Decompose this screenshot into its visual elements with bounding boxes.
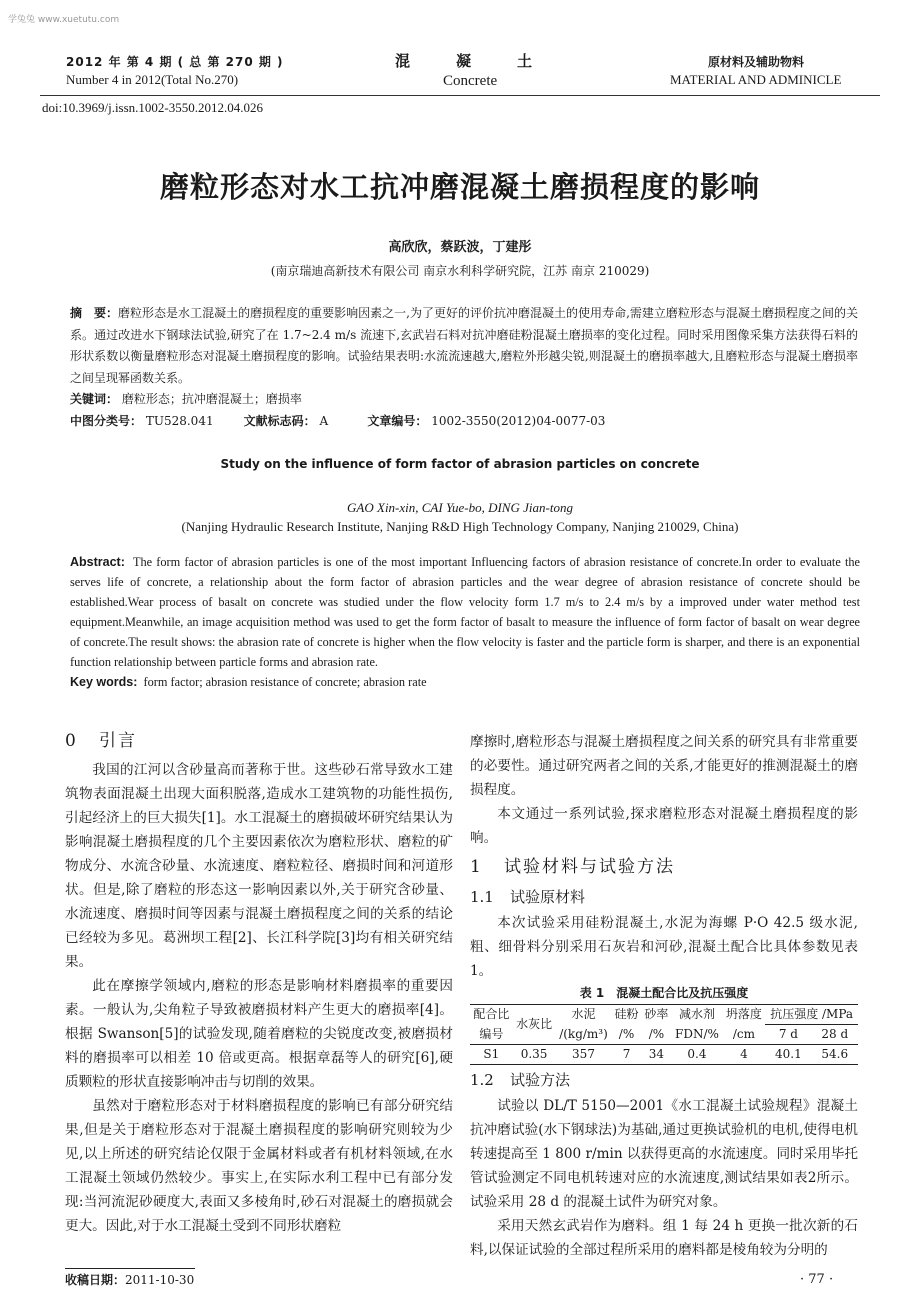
section-cn: 原材料及辅助物料 [708,55,805,69]
doc-code-value: A [319,413,329,428]
page-number: · 77 · [800,1272,834,1287]
section-title: 引言 [99,731,137,751]
affiliation-en: (Nanjing Hydraulic Research Institute, Nanjing R&D High Technology Company, Nanjing 210029, China) [181,519,739,534]
doi: doi:10.3969/j.issn.1002-3550.2012.04.026 [42,100,264,115]
paragraph: 本文通过一系列试验,探求磨粒形态对混凝土磨损程度的影响。 [470,806,858,846]
classification-row [70,411,858,433]
affiliation-cn: (南京瑞迪高新技术有限公司 南京水利科学研究院，江苏 南京 210029) [270,264,650,278]
received-value: 2011-10-30 [125,1273,195,1287]
abstract-en-label: Abstract: [70,555,125,569]
table-header: 7 d [778,1027,798,1041]
keywords-cn-text: 磨粒形态；抗冲磨混凝土；磨损率 [121,392,302,406]
paragraph: 摩擦时,磨粒形态与混凝土磨损程度之间关系的研究具有非常重要的必要性。通过研究两者之间的关系,才能更好的推测混凝土的磨损程度。 [470,734,858,798]
paragraph: 本次试验采用硅粉混凝土,水泥为海螺 P·O 42.5 级水泥,粗、细骨料分别采用石灰岩和河砂,混凝土配合比具体参数见表 1。 [470,915,858,979]
mix-proportion-table [470,1004,858,1065]
header-rule [40,95,880,96]
issue-cn: 2012 年 第 4 期 ( 总 第 270 期 ) [66,55,284,69]
section-number: 1.1 [470,888,494,906]
table-header: /% [648,1026,665,1041]
table-header: 坍落度 [725,1007,762,1022]
table-cell: 7 [622,1047,631,1061]
journal-cn: 混凝土 [395,52,579,70]
table-header: 水泥 [571,1007,596,1022]
article-no-value: 1002-3550(2012)04-0077-03 [431,413,606,428]
table-header: 配合比 [473,1007,510,1022]
table-header: 硅粉 [614,1007,639,1022]
article-no-label: 文章编号： [367,413,428,428]
clc-label: 中图分类号： [70,413,143,428]
keywords-cn-label: 关键词： [70,392,119,406]
abstract-cn-label: 摘 要： [70,306,119,320]
table-header: 水灰比 [516,1017,553,1031]
table-cell: 357 [572,1047,595,1061]
keywords-en-text: form factor; abrasion resistance of concrete; abrasion rate [143,675,427,689]
table-cell: 0.35 [520,1047,548,1061]
section-0-heading [65,724,453,758]
journal-en: Concrete [443,73,498,89]
section-1-2-heading [470,1067,858,1094]
section-title: 试验方法 [510,1071,571,1089]
paragraph: 试验以 DL/T 5150—2001《水工混凝土试验规程》混凝土抗冲磨试验(水下钢球法)为基础,通过更换试验机的电机,使得电机转速提高至 1 800 r/min 以获得更高的水流速度。同时采用毕托管试验测定不同电机转速对应的水流速度,测试结果如表2所示。试验采用 28 d 的混凝土试件为研究对象。 [470,1098,859,1210]
paragraph: 我国的江河以含砂量高而著称于世。这些砂石常导致水工建筑物表面混凝土出现大面积脱落,造成水工建筑物的功能性损伤,引起经济上的巨大损失[1]。水工混凝土的磨损破坏研究结果认为影响混凝土磨损程度的几个主要因素依次为磨粒形状、磨粒的矿物成分、水流含砂量、水流速度、磨粒粒径、磨损时间和河道形状。但是,除了磨粒的形态这一影响因素以外,关于研究含砂量、水流速度、磨损时间等因素与混凝土磨损程度之间的关系的结论已经较为多见。葛洲坝工程[2]、长江科学院[3]均有相关研究结果。 [65,762,453,970]
paragraph: 采用天然玄武岩作为磨料。组 1 每 24 h 更换一批次新的石料,以保证试验的全部过程所采用的磨料都是棱角较为分明的 [470,1218,858,1258]
clc-value: TU528.041 [145,413,214,428]
abstract-en [70,552,860,692]
table-caption: 表 1 混凝土配合比及抗压强度 [579,986,749,1000]
section-number: 1 [470,857,483,877]
authors-en: GAO Xin-xin, CAI Yue-bo, DING Jian-tong [347,500,573,515]
section-title: 试验材料与试验方法 [504,857,675,877]
abstract-cn-text: 磨粒形态是水工混凝土的磨损程度的重要影响因素之一,为了更好的评价抗冲磨混凝土的使用寿命,需建立磨粒形态与混凝土磨损程度之间的关系。通过改进水下钢球法试验,研究了在 1.7~2.4 m/s 流速下,玄武岩石料对抗冲磨硅粉混凝土磨损率的变化过程。同时采用图像采集方法获得石料的形状系数以衡量磨粒形态对混凝土磨损程度的影响。试验结果表明:水流流速越大,磨粒外形越尖锐,则混凝土的磨损率越大,且磨粒形态与混凝土磨损率之间呈现幂函数关系。 [70,306,858,385]
keywords-cn [70,389,858,411]
section-1-1-heading [470,884,858,911]
abstract-en-text: The form factor of abrasion particles is one of the most important Influencing factors of abrasion resistance of concrete.In order to evaluate the serves life of concrete, a relationship about the form factor of abrasion particles and the wear degree of abrasion resistance of concrete should be established.Wear process of basalt on concrete was studied under the flow velocity form 1.7 m/s to 2.4 m/s by a improved under water method test equipment.Meanwhile, an image acquisition method was used to get the form factor of basalt to measure the influence of form factor of basalt on wear degree of concrete.The result shows: the abrasion rate of concrete is higher when the flow velocity is faster and the particle form is sharper, and there is an exponential function relationship between particle forms and abrasion rate. [70,555,860,669]
table-header-row [470,1005,858,1025]
section-en: MATERIAL AND ADMINICLE [670,72,842,87]
table-row [470,1045,858,1065]
right-column [470,730,858,1262]
received-date [65,1272,194,1288]
table-header: /% [618,1026,635,1041]
table-cell: 0.4 [687,1047,707,1061]
issue-en: Number 4 in 2012(Total No.270) [66,72,239,87]
table-header: 减水剂 [678,1007,715,1022]
table-cell: 40.1 [775,1047,802,1061]
table-header: 28 d [821,1027,849,1041]
abstract-cn [70,303,858,432]
keywords-en [70,672,860,692]
section-number: 0 [65,731,78,751]
page-title: 磨粒形态对水工抗冲磨混凝土磨损程度的影响 [159,170,760,204]
table-cell: 4 [740,1047,748,1061]
table-header: 砂率 [644,1007,669,1022]
paragraph: 此在摩擦学领域内,磨粒的形态是影响材料磨损率的重要因素。一般认为,尖角粒子导致被磨损材料产生更大的磨损率[4]。根据 Swanson[5]的试验发现,随着磨粒的尖锐度改变,被磨损材料的磨损率可以相差 10 倍或更高。根据章磊等人的研究[6],硬质颗粒的形状直接影响冲击与切削的效果。 [65,978,453,1090]
watermark: 学兔兔 www.xuetutu.com [8,15,120,25]
paragraph: 虽然对于磨粒形态对于材料磨损程度的影响已有部分研究结果,但是关于磨粒形态对于混凝土磨损程度的影响研究则较为少见,以上所述的研究结论仅限于金属材料或者有机材料领域,在水工混凝土领域仍然较少。事实上,在实际水利工程中已有部分发现:当河流泥砂硬度大,表面又多棱角时,砂石对混凝土的磨损就会更大。因此,对于水工混凝土受到不同形状磨粒 [65,1098,453,1234]
section-title: 试验原材料 [510,888,586,906]
title-en: Study on the influence of form factor of abrasion particles on concrete [220,457,700,471]
table-cell: S1 [483,1047,500,1061]
keywords-en-label: Key words: [70,675,138,689]
table-header: FDN/% [675,1026,719,1041]
table-cell: 54.6 [821,1047,849,1061]
left-column [65,724,453,1238]
footnote-rule [65,1268,195,1269]
table-header: /cm [732,1026,755,1041]
received-label: 收稿日期： [65,1273,126,1287]
table-header: 编号 [479,1026,504,1041]
table-header: /(kg/m³) [559,1026,608,1041]
doc-code-label: 文献标志码： [243,413,316,428]
section-1-heading [470,850,858,884]
table-cell: 34 [648,1047,665,1061]
table-header: 抗压强度 /MPa [765,1005,858,1025]
section-number: 1.2 [470,1071,494,1089]
authors-cn: 高欣欣，蔡跃波，丁建彤 [388,240,532,255]
